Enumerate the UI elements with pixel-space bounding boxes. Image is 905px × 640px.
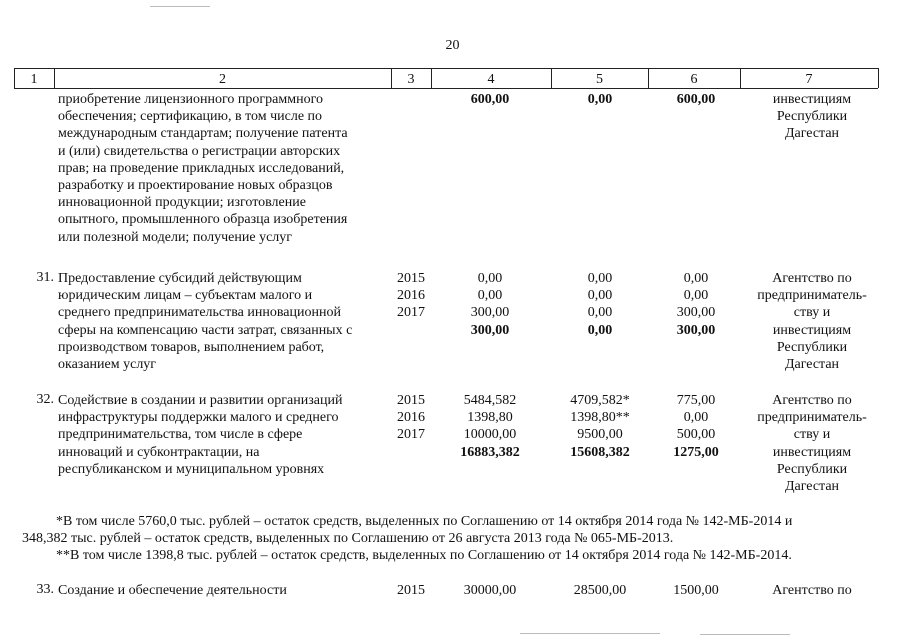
scan-artifact	[520, 633, 660, 634]
row-executor-line: ству и	[793, 427, 831, 443]
column-header-4: 4	[487, 72, 495, 87]
row-total-amount	[430, 392, 550, 461]
row-republic-budget-line: 9500,00	[577, 427, 623, 443]
row-description	[58, 91, 393, 246]
row-republic-budget	[555, 270, 645, 339]
row-description-line: республиканском и муниципальном уровнях	[58, 461, 325, 477]
row-total-amount-line: 16883,382	[460, 444, 520, 460]
row-description-line: Предоставление субсидий действующим	[58, 271, 302, 286]
footnote-2: **В том числе 1398,8 тыс. рублей – остаток средств, выделенных по Соглашению от 14 октября 2014 года № 142-МБ-2014.	[56, 548, 792, 563]
row-executor-line: Республики	[776, 339, 848, 355]
row-executor	[742, 582, 882, 599]
row-executor	[742, 392, 882, 495]
row-federal-budget-line: 775,00	[676, 393, 716, 408]
row-number: 32.	[36, 392, 54, 407]
row-executor-line: Дагестан	[784, 126, 840, 142]
row-description-line: или полезной модели; получение услуг	[58, 229, 293, 245]
row-federal-budget	[650, 270, 742, 339]
row-republic-budget-line: 28500,00	[573, 583, 627, 598]
row-total-amount-line: 600,00	[470, 92, 510, 107]
row-years-line: 2016	[397, 288, 425, 304]
row-description-line: производством товаров, выполнением работ,	[58, 339, 325, 355]
column-header-3: 3	[407, 72, 415, 87]
row-total-amount	[430, 91, 550, 108]
row-description-line: прав; на проведение прикладных исследований,	[58, 160, 345, 176]
row-federal-budget-line: 300,00	[676, 305, 716, 321]
row-republic-budget	[555, 392, 645, 461]
row-description	[58, 582, 393, 599]
row-executor-line: Республики	[776, 109, 848, 125]
row-number: 33.	[36, 582, 54, 597]
row-years-line: 2015	[397, 271, 425, 286]
row-executor-line: инвестициям	[772, 444, 852, 460]
table-top-border	[14, 68, 878, 69]
row-description-line: международным стандартам; получение патента	[58, 126, 348, 142]
row-total-amount-line: 1398,80	[467, 410, 513, 426]
row-republic-budget-line: 0,00	[587, 322, 613, 338]
row-years	[391, 270, 431, 322]
row-executor-line: Агентство по	[772, 271, 852, 286]
row-years-line: 2017	[397, 305, 425, 321]
table-header-bottom-border	[14, 88, 878, 89]
row-federal-budget-line: 300,00	[676, 322, 716, 338]
footnote-1-line-2: 348,382 тыс. рублей – остаток средств, выделенных по Соглашению от 26 августа 2013 года № 065-МБ-2013.	[22, 531, 674, 546]
row-federal-budget	[650, 392, 742, 461]
row-description-line: инфраструктуры поддержки малого и среднего	[58, 410, 339, 426]
row-executor-line: инвестициям	[772, 322, 852, 338]
row-republic-budget-line: 0,00	[587, 92, 613, 107]
row-total-amount	[430, 270, 550, 339]
row-total-amount-line: 300,00	[470, 322, 510, 338]
row-executor-line: Агентство по	[772, 583, 852, 598]
scan-artifact	[150, 6, 210, 7]
row-description-line: инновационной продукции; изготовление	[58, 195, 306, 211]
row-years-line: 2015	[397, 583, 425, 598]
row-executor	[742, 270, 882, 373]
row-description-line: Содействие в создании и развитии организаций	[58, 393, 343, 408]
row-executor-line: Агентство по	[772, 393, 852, 408]
row-republic-budget	[555, 91, 645, 108]
row-description-line: разработку и проектирование новых образцов	[58, 178, 333, 194]
row-description-line: и (или) свидетельства о регистрации авторских	[58, 143, 341, 159]
row-republic-budget-line: 0,00	[587, 288, 613, 304]
row-executor-line: Дагестан	[784, 478, 840, 494]
row-federal-budget	[650, 91, 742, 108]
row-description	[58, 270, 393, 373]
row-republic-budget	[555, 582, 645, 599]
row-years-line: 2016	[397, 410, 425, 426]
row-executor-line: инвестициям	[772, 92, 852, 107]
row-republic-budget-line: 1398,80**	[570, 410, 630, 426]
row-total-amount-line: 5484,582	[463, 393, 517, 408]
row-republic-budget-line: 4709,582*	[570, 393, 630, 408]
row-description-line: опытного, промышленного образца изобретения	[58, 212, 348, 228]
row-federal-budget-line: 1500,00	[673, 583, 719, 598]
row-total-amount-line: 10000,00	[463, 427, 517, 443]
column-header-5: 5	[596, 72, 603, 87]
column-header-6: 6	[690, 72, 698, 87]
page-number: 20	[445, 38, 460, 53]
row-description-line: предпринимательства, том числе в сфере	[58, 427, 303, 443]
row-executor-line: Дагестан	[784, 356, 840, 372]
row-federal-budget-line: 0,00	[683, 288, 709, 304]
column-header-2: 2	[219, 72, 226, 87]
row-executor	[742, 91, 882, 143]
column-header-7: 7	[805, 72, 813, 87]
row-republic-budget-line: 15608,382	[570, 444, 630, 460]
row-description-line: приобретение лицензионного программного	[58, 92, 323, 107]
row-total-amount-line: 30000,00	[463, 583, 517, 598]
row-description-line: сферы на компенсацию части затрат, связанных с	[58, 322, 353, 338]
row-federal-budget-line: 600,00	[676, 92, 716, 107]
scan-artifact	[700, 634, 790, 635]
row-description-line: оказанием услуг	[58, 357, 157, 373]
row-description-line: юридическим лицам – субъектам малого и	[58, 288, 313, 304]
row-federal-budget	[650, 582, 742, 599]
row-number: 31.	[36, 270, 54, 285]
column-header-1: 1	[30, 72, 38, 87]
row-federal-budget-line: 0,00	[683, 271, 709, 286]
row-federal-budget-line: 500,00	[676, 427, 716, 443]
row-description-line: среднего предпринимательства инновационной	[58, 305, 341, 321]
header-divider	[878, 68, 879, 88]
row-years	[391, 392, 431, 444]
row-description-line: Создание и обеспечение деятельности	[58, 583, 287, 598]
row-executor-line: ству и	[793, 305, 831, 321]
row-executor-line: Республики	[776, 461, 848, 477]
row-years-line: 2015	[397, 393, 425, 408]
row-years-line: 2017	[397, 427, 425, 443]
row-federal-budget-line: 1275,00	[673, 444, 719, 460]
row-executor-line: предприниматель-	[757, 410, 867, 426]
row-total-amount-line: 300,00	[470, 305, 510, 321]
row-total-amount	[430, 582, 550, 599]
row-description-line: инноваций и субконтрактации, на	[58, 444, 260, 460]
footnote-1-line-1: *В том числе 5760,0 тыс. рублей – остаток средств, выделенных по Соглашению от 14 октября 2014 года № 142-МБ-2014 и	[56, 514, 793, 529]
row-executor-line: предприниматель-	[757, 288, 867, 304]
row-federal-budget-line: 0,00	[683, 410, 709, 426]
row-description	[58, 392, 393, 478]
row-total-amount-line: 0,00	[477, 271, 503, 286]
row-republic-budget-line: 0,00	[587, 271, 613, 286]
row-total-amount-line: 0,00	[477, 288, 503, 304]
row-years	[391, 582, 431, 599]
row-republic-budget-line: 0,00	[587, 305, 613, 321]
row-description-line: обеспечения; сертификацию, в том числе по	[58, 109, 323, 125]
